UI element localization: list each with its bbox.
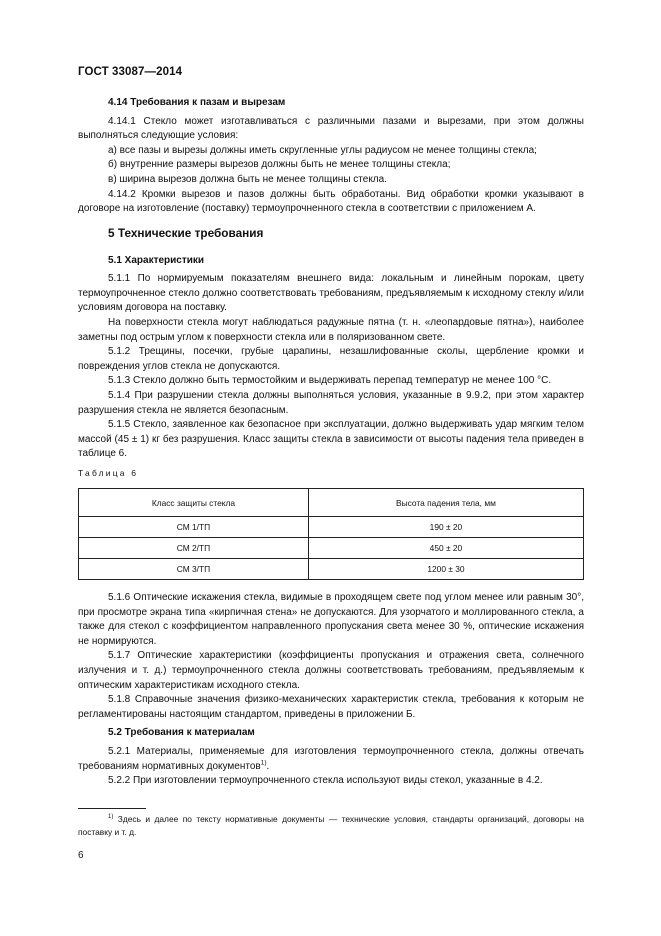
paragraph-5-1-7: 5.1.7 Оптические характеристики (коэффициенты пропускания и отражения света, солнечного излучения и т. д.) термоупрочненного стекла должны соответствовать требованиям, предъявляемым к оптическим характеристикам исходного стекла. — [78, 650, 584, 691]
section-4-14-title: 4.14 Требования к пазам и вырезам — [108, 97, 286, 108]
page-number: 6 — [78, 850, 84, 861]
footnote — [78, 813, 584, 839]
table-cell-class: СМ 1/ТП — [79, 517, 309, 538]
table-row — [79, 517, 584, 538]
table-header-row — [79, 489, 584, 517]
paragraph-5-1-8: 5.1.8 Справочные значения физико-механических характеристик стекла, требования к которым не регламентированы настоящим стандартом, приведены в приложении Б. — [78, 694, 584, 720]
section-5-2-title: 5.2 Требования к материалам — [108, 727, 255, 739]
paragraph-5-2-1 — [78, 745, 584, 774]
footnote-divider — [78, 808, 146, 809]
section-5 — [78, 226, 584, 462]
table-6 — [78, 488, 584, 580]
list-item-b: б) внутренние размеры вырезов должны быть не менее толщины стекла; — [108, 159, 451, 171]
table-header-height: Высота падения тела, мм — [308, 489, 583, 517]
paragraph-4-14-2: 4.14.2 Кромки вырезов и пазов должны быть обработаны. Вид обработки кромки указывают в договоре на изготовление (поставку) термоупрочненного стекла в соответствии с приложением А. — [78, 188, 584, 215]
paragraph-5-1-5: 5.1.5 Стекло, заявленное как безопасное при эксплуатации, должно выдерживать удар мягким телом массой (45 ± 1) кг без разрушения. Класс защиты стекла в зависимости от высоты падения тела приведен в таблице 6. — [78, 419, 584, 460]
section-5-title: 5 Технические требования — [108, 226, 264, 240]
table-cell-height: 190 ± 20 — [308, 517, 583, 538]
table-row — [79, 559, 584, 580]
paragraph-5-2-2: 5.2.2 При изготовлении термоупрочненного стекла используют виды стекол, указанные в 4.2. — [108, 775, 543, 787]
table-row — [79, 538, 584, 559]
table-cell-height: 1200 ± 30 — [308, 559, 583, 580]
paragraph-5-1-3: 5.1.3 Стекло должно быть термостойким и выдерживать перепад температур не менее 100 °С. — [108, 375, 552, 387]
table-header-class: Класс защиты стекла — [79, 489, 309, 517]
table-cell-class: СМ 3/ТП — [79, 559, 309, 580]
document-header: ГОСТ 33087—2014 — [78, 66, 183, 78]
footnote-ref: 1) — [260, 759, 267, 767]
paragraph-5-1-1-b: На поверхности стекла могут наблюдаться радужные пятна (т. н. «леопардовые пятна»), наиболее заметны под острым углом к поверхности стекла или в поляризованном свете. — [78, 316, 584, 343]
footnote-mark: 1) — [108, 814, 114, 821]
footnote-text: Здесь и далее по тексту нормативные документы — технические условия, стандарты организаций, договоры на поставку и т. д. — [78, 814, 584, 837]
table-cell-class: СМ 2/ТП — [79, 538, 309, 559]
table-cell-height: 450 ± 20 — [308, 538, 583, 559]
paragraph-5-1-2: 5.1.2 Трещины, посечки, грубые царапины, незашлифованные сколы, щербление кромки и повреждения углов стекла не допускаются. — [78, 346, 584, 372]
table-caption: Таблица 6 — [78, 468, 139, 478]
paragraph-5-1-4: 5.1.4 При разрушении стекла должны выполняться условия, указанные в 9.9.2, при этом характер разрушения стекла не является безопасным. — [78, 389, 584, 416]
paragraph-5-1-1: 5.1.1 По нормируемым показателям внешнего вида: локальным и линейным порокам, цвету термоупрочненное стекло должно соответствовать требованиям, предъявляемым к исходному стеклу и/или условиям договора на поставку. — [78, 273, 584, 314]
section-4-14 — [78, 96, 584, 217]
paragraph-4-14-1: 4.14.1 Стекло может изготавливаться с различными пазами и вырезами, при этом должны выполняться следующие условия: — [78, 115, 584, 142]
section-5-1-title: 5.1 Характеристики — [108, 254, 205, 266]
paragraph-5-2-1-text: 5.2.1 Материалы, применяемые для изготовления термоупрочненного стекла, должны отвечать требованиям нормативных документов — [78, 745, 584, 772]
paragraph-5-2-1-end: . — [266, 760, 270, 772]
list-item-v: в) ширина вырезов должна быть не менее толщины стекла. — [108, 173, 387, 185]
list-item-a: а) все пазы и вырезы должны иметь скругленные углы радиусом не менее толщины стекла; — [108, 144, 537, 156]
section-5-1-cont — [78, 591, 584, 789]
paragraph-5-1-6: 5.1.6 Оптические искажения стекла, видимые в проходящем свете под углом менее или равным 30°, при просмотре экрана типа «кирпичная стена» не допускаются. Для узорчатого и моллированного стекла, а также для стекол с коэффициентом направленного пропускания света менее 30 %, оптические искажения не нормируются. — [78, 592, 584, 647]
